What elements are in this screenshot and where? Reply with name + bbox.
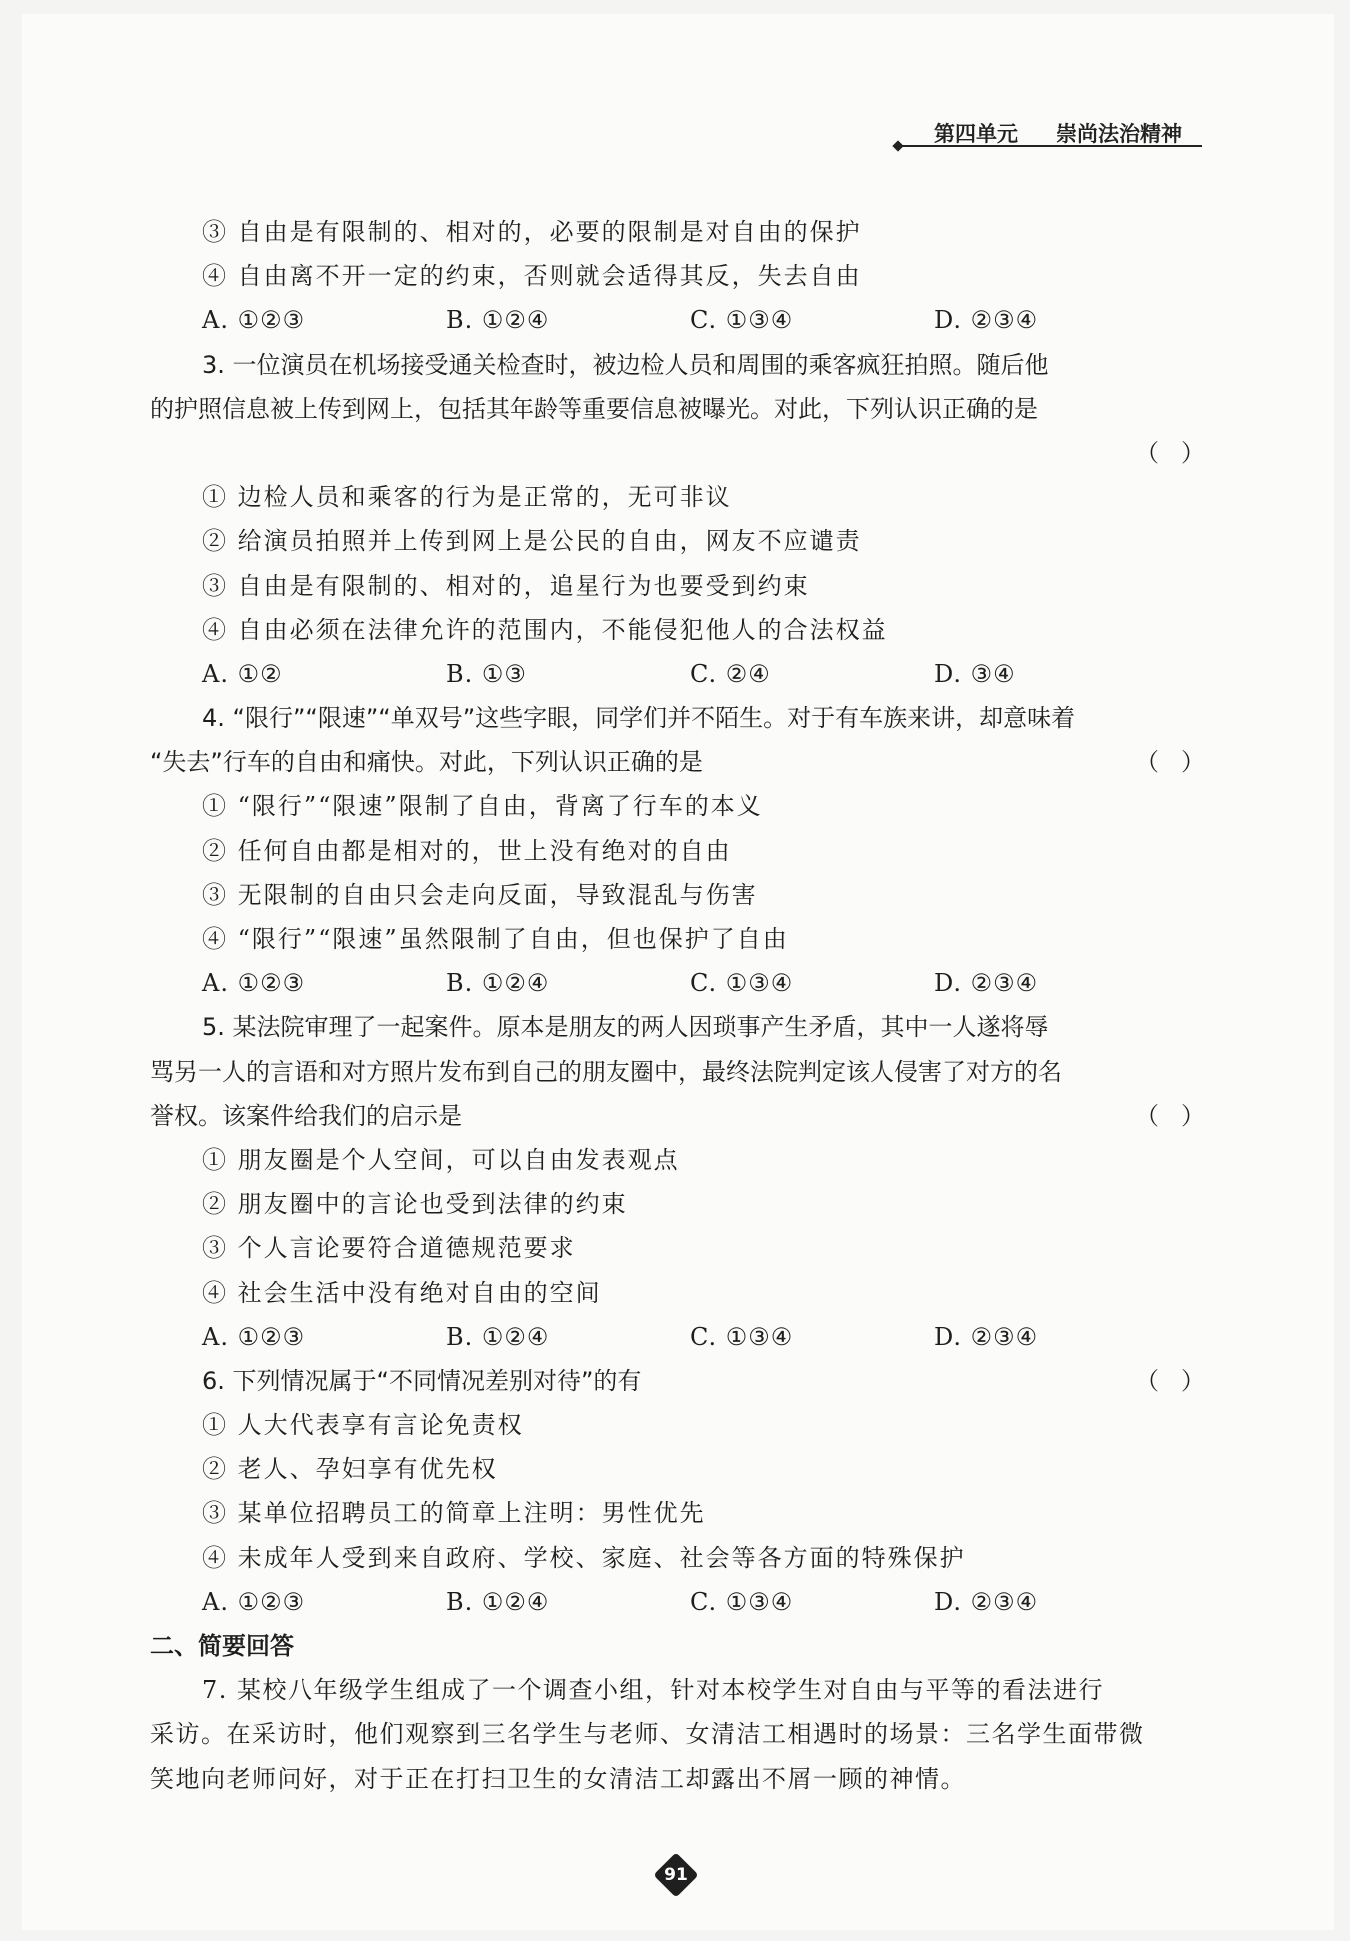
bracket-close: ）: [1181, 1366, 1205, 1395]
choice-b: B. ①②④: [446, 1587, 550, 1616]
answer-bracket: [1135, 1359, 1205, 1403]
page-content: [150, 210, 1205, 1801]
choice-d: D. ②③④: [934, 1322, 1039, 1351]
bracket-close: ）: [1181, 748, 1205, 777]
header-unit: 第四单元: [934, 122, 1018, 146]
q4-choices: [150, 961, 1205, 1005]
bracket-close: ）: [1181, 1101, 1205, 1130]
choice-c: C. ②④: [690, 659, 771, 688]
answer-bracket: [1135, 740, 1205, 784]
choice-a: A. ①②③: [202, 1587, 306, 1616]
choice-c: C. ①③④: [690, 306, 794, 335]
choice-b: B. ①②④: [446, 969, 550, 998]
section-heading: 二、简要回答: [150, 1632, 294, 1660]
q6-option-4: ④ 未成年人受到来自政府、学校、家庭、社会等各方面的特殊保护: [202, 1543, 966, 1572]
choice-c: C. ①③④: [690, 969, 794, 998]
q6-choices: [150, 1580, 1205, 1624]
q5-option-1: ① 朋友圈是个人空间，可以自由发表观点: [202, 1145, 680, 1174]
choice-c: C. ①③④: [690, 1322, 794, 1351]
q2-choices: [150, 298, 1205, 342]
bracket-open: （: [1135, 438, 1159, 467]
running-header: [890, 118, 1210, 148]
header-theme: 崇尚法治精神: [1056, 122, 1182, 146]
choice-d: D. ②③④: [934, 306, 1039, 335]
q5-option-3: ③ 个人言论要符合道德规范要求: [202, 1234, 576, 1263]
page-number-badge: [651, 1850, 701, 1900]
answer-bracket: [1135, 1094, 1205, 1138]
q5-stem-line3: [150, 1094, 1205, 1138]
q3-option-2: ② 给演员拍照并上传到网上是公民的自由，网友不应谴责: [202, 527, 862, 556]
choice-b: B. ①②④: [446, 1322, 550, 1351]
bracket-open: （: [1135, 1101, 1159, 1130]
q4-option-4: ④ “限行”“限速”虽然限制了自由，但也保护了自由: [202, 925, 789, 953]
choice-c: C. ①③④: [690, 1587, 794, 1616]
bracket-open: （: [1135, 748, 1159, 777]
q7-line2: 采访。在采访时，他们观察到三名学生与老师、女清洁工相遇时的场景：三名学生面带微: [150, 1720, 1145, 1749]
choice-a: A. ①②③: [202, 1322, 306, 1351]
choice-d: D. ②③④: [934, 969, 1039, 998]
q5-option-4: ④ 社会生活中没有绝对自由的空间: [202, 1278, 602, 1307]
q6-stem-text: 6. 下列情况属于“不同情况差别对待”的有: [202, 1366, 642, 1395]
q5-stem-line2: 骂另一人的言语和对方照片发布到自己的朋友圈中，最终法院判定该人侵害了对方的名: [150, 1057, 1062, 1086]
q6-option-3: ③ 某单位招聘员工的简章上注明：男性优先: [202, 1499, 706, 1528]
q6-option-2: ② 老人、孕妇享有优先权: [202, 1455, 498, 1484]
choice-b: B. ①②④: [446, 306, 550, 335]
choice-a: A. ①②: [202, 659, 283, 688]
q4-option-2: ② 任何自由都是相对的，世上没有绝对的自由: [202, 836, 732, 865]
choice-a: A. ①②③: [202, 306, 306, 335]
q4-option-1: ① “限行”“限速”限制了自由，背离了行车的本义: [202, 792, 763, 821]
choice-a: A. ①②③: [202, 969, 306, 998]
q4-option-3: ③ 无限制的自由只会走向反面，导致混乱与伤害: [202, 880, 758, 909]
q3-option-3: ③ 自由是有限制的、相对的，追星行为也要受到约束: [202, 571, 810, 600]
q4-stem-line2: [150, 740, 1205, 784]
bracket-open: （: [1135, 1366, 1159, 1395]
q3-stem-line1: 3. 一位演员在机场接受通关检查时，被边检人员和周围的乘客疯狂拍照。随后他: [202, 350, 1049, 379]
q7-line3: 笑地向老师问好，对于正在打扫卫生的女清洁工却露出不屑一顾的神情。: [150, 1764, 966, 1793]
q3-choices: [150, 652, 1205, 696]
choice-b: B. ①③: [446, 659, 527, 688]
q5-option-2: ② 朋友圈中的言论也受到法律的约束: [202, 1190, 628, 1219]
choice-d: D. ②③④: [934, 1587, 1039, 1616]
q3-option-1: ① 边检人员和乘客的行为是正常的，无可非议: [202, 483, 732, 512]
q3-option-4: ④ 自由必须在法律允许的范围内，不能侵犯他人的合法权益: [202, 615, 888, 644]
bracket-close: ）: [1181, 438, 1205, 467]
q5-stem-line1: 5. 某法院审理了一起案件。原本是朋友的两人因琐事产生矛盾，其中一人遂将辱: [202, 1013, 1049, 1042]
q5-stem-line3-text: 誉权。该案件给我们的启示是: [150, 1101, 462, 1130]
q4-stem-line2-text: “失去”行车的自由和痛快。对此，下列认识正确的是: [150, 748, 703, 777]
q7-line1: 7. 某校八年级学生组成了一个调查小组，针对本校学生对自由与平等的看法进行: [202, 1676, 1105, 1705]
choice-d: D. ③④: [934, 659, 1016, 688]
q4-stem-line1: 4. “限行”“限速”“单双号”这些字眼，同学们并不陌生。对于有车族来讲，却意味着: [202, 704, 1076, 733]
answer-bracket: [1135, 431, 1205, 475]
q6-option-1: ① 人大代表享有言论免责权: [202, 1411, 524, 1440]
q3-answer-row: [150, 431, 1205, 475]
q5-choices: [150, 1315, 1205, 1359]
q6-stem-line1: [150, 1359, 1205, 1403]
page-number: 91: [664, 1865, 688, 1885]
q2-option-4: ④ 自由离不开一定的约束，否则就会适得其反，失去自由: [202, 262, 862, 291]
q3-stem-line2: 的护照信息被上传到网上，包括其年龄等重要信息被曝光。对此，下列认识正确的是: [150, 394, 1038, 423]
q2-option-3: ③ 自由是有限制的、相对的，必要的限制是对自由的保护: [202, 218, 862, 246]
